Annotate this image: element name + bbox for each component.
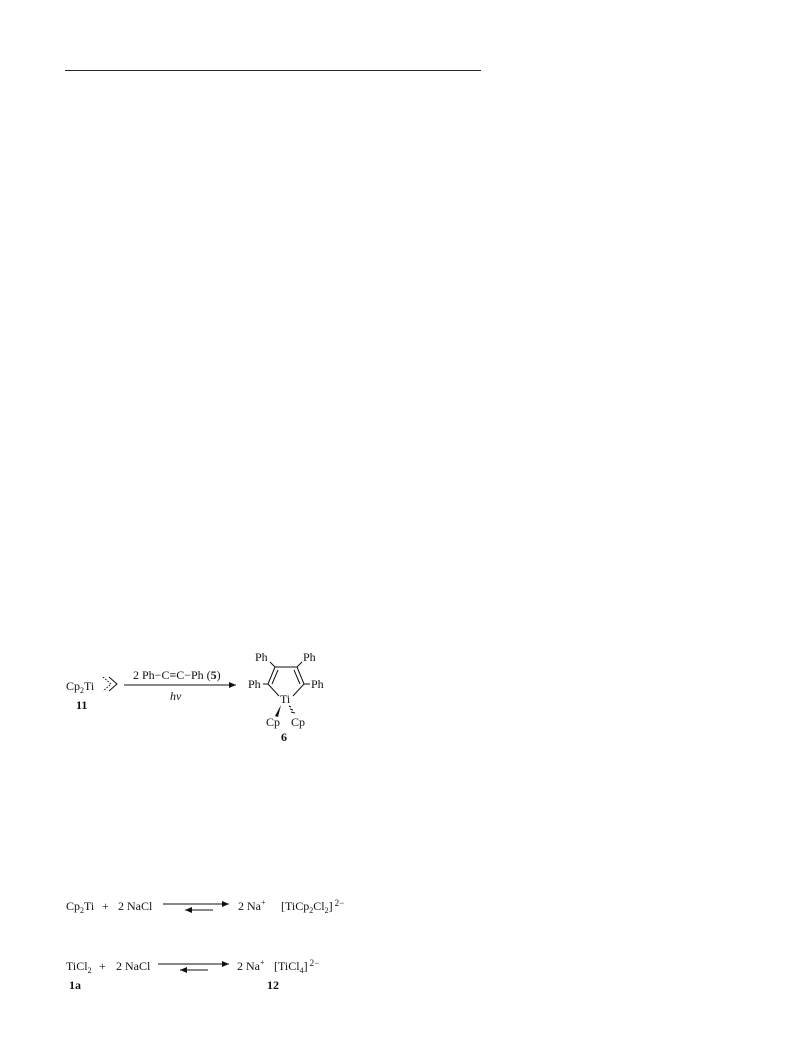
eq1-product-2: $[TiCp_2Cl_2]$ $^{2-}$	[281, 898, 345, 915]
eq2-plus: +	[99, 959, 106, 973]
eq1-reactant-1: $Cp_2Ti$	[66, 899, 95, 915]
eq2-reactant-2: 2 NaCl	[116, 959, 151, 973]
reactant-id: 11	[76, 698, 88, 712]
eq2-reactant-1: TiCl$_2$	[66, 959, 92, 975]
metal-label: Ti	[280, 692, 291, 706]
eq2-reactant-id: 1a	[69, 978, 81, 992]
reagent-label: 2 Ph−C≡C−Ph (5)	[133, 668, 221, 682]
equilibrium-2	[66, 958, 319, 992]
eq2-product-2: [TiCl$_4$] $^{2-}$	[274, 958, 320, 975]
equilibrium-1	[66, 898, 344, 915]
scheme-1	[66, 650, 324, 744]
condition-label: hν	[170, 689, 182, 703]
eq2-product-id: 12	[267, 978, 279, 992]
eq1-plus: +	[102, 899, 109, 913]
cp-left: Cp	[266, 715, 281, 729]
eq2-product-1: 2 Na+	[237, 958, 265, 973]
ph-top-right: Ph	[303, 650, 316, 664]
cp-hash-bond	[289, 706, 295, 713]
eq1-reverse-head	[185, 907, 192, 913]
reactant-label: $Cp_2Ti$	[66, 679, 95, 695]
ring-bond-right	[297, 667, 304, 684]
ring-bond-left	[268, 667, 275, 684]
allyl-ligand	[109, 677, 117, 691]
eq1-reactant-2: 2 NaCl	[118, 899, 153, 913]
allyl-ligand-dotted	[103, 677, 111, 691]
reaction-arrowhead	[229, 682, 236, 688]
ph-bond-tl	[270, 662, 275, 667]
cp-right: Cp	[291, 715, 306, 729]
eq1-product-1: 2 Na+	[238, 898, 266, 913]
product-6	[248, 650, 324, 744]
eq1-forward-head	[222, 901, 229, 907]
ring-bond-ti-right	[293, 684, 304, 696]
ph-right: Ph	[311, 677, 324, 691]
product-id: 6	[281, 730, 287, 744]
eq2-forward-head	[222, 961, 229, 967]
ring-bond-ti-left	[268, 684, 279, 696]
ph-top-left: Ph	[255, 650, 268, 664]
ph-left: Ph	[248, 677, 261, 691]
eq2-reverse-head	[180, 967, 187, 973]
ph-bond-tr	[297, 662, 302, 667]
